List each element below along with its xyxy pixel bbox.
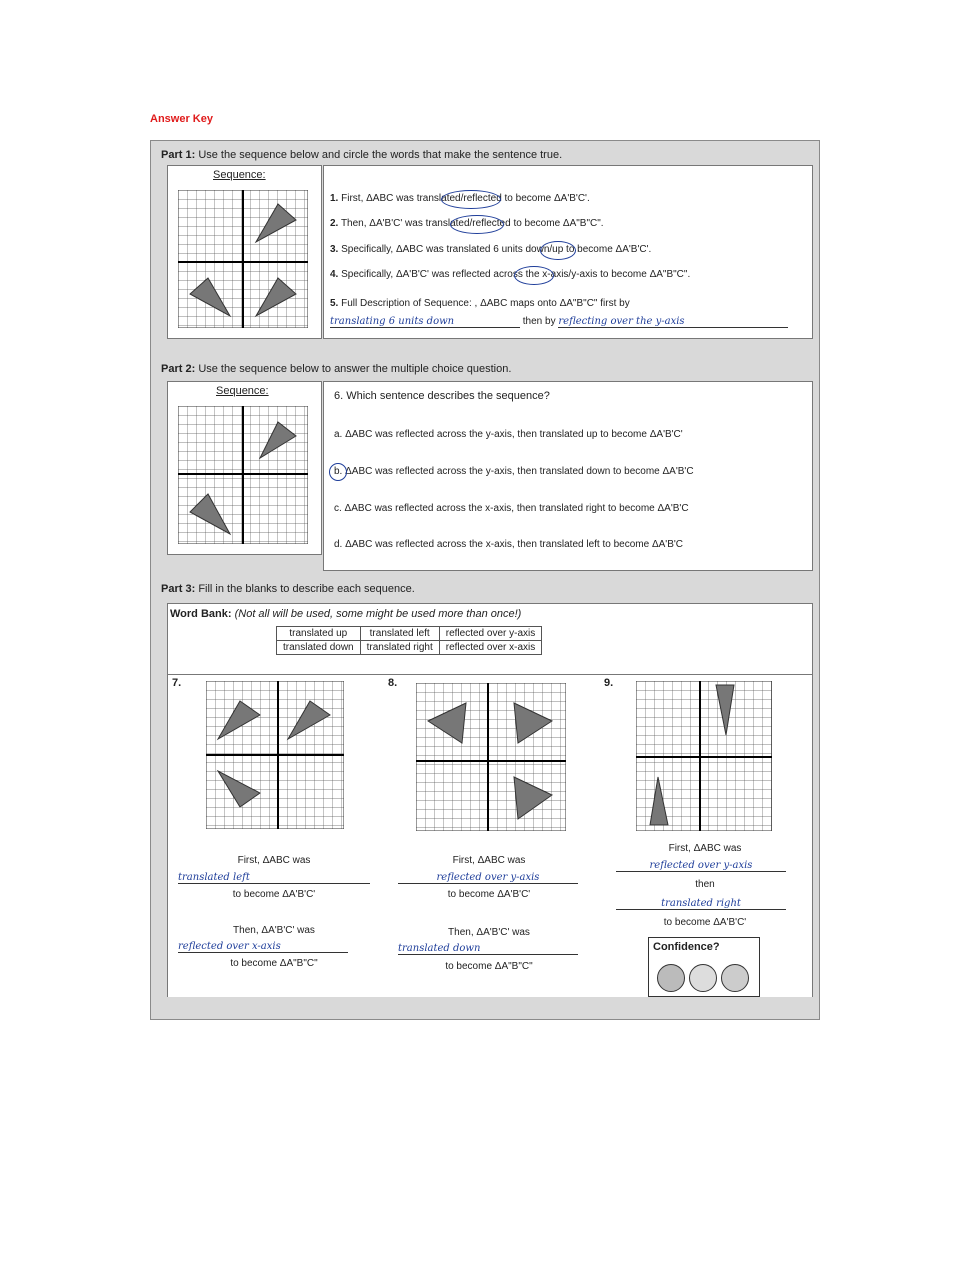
sad-face-icon[interactable] bbox=[657, 964, 685, 992]
part1-item-5: 5. Full Description of Sequence: , ΔABC maps onto ΔA"B"C" first by bbox=[330, 298, 630, 309]
confidence-box bbox=[648, 937, 760, 997]
part2-questions-panel bbox=[323, 381, 813, 571]
q8-then: Then, ΔA'B'C' was bbox=[448, 927, 530, 938]
part2-bar bbox=[161, 363, 511, 375]
question-8-panel bbox=[380, 674, 599, 997]
word-bank-cell: translated right bbox=[360, 641, 439, 655]
q9-first: First, ΔABC was bbox=[668, 843, 742, 854]
question-8-number: 8. bbox=[388, 677, 398, 689]
part1-bar bbox=[161, 149, 562, 161]
answer5a: translating 6 units down bbox=[330, 316, 520, 328]
question-7-number: 7. bbox=[172, 677, 182, 689]
question-9-number: 9. bbox=[604, 677, 614, 689]
part2-instruction: Use the sequence below to answer the multiple choice question. bbox=[198, 363, 512, 375]
word-bank-cell: reflected over y-axis bbox=[439, 627, 541, 641]
answer5b: reflecting over the y-axis bbox=[558, 316, 788, 328]
q9-become: to become ΔA'B'C' bbox=[663, 917, 747, 928]
answer-circle bbox=[514, 266, 554, 285]
option-d: d. ΔABC was reflected across the x-axis, then translated left to become ΔA'B'C bbox=[334, 539, 683, 550]
q9-answer2: translated right bbox=[616, 898, 786, 910]
q8-answer2: translated down bbox=[398, 943, 578, 955]
then-by: then by bbox=[522, 316, 556, 327]
part2-heading: Part 2: bbox=[161, 363, 196, 375]
part3-panel bbox=[167, 603, 813, 997]
option-a: a. ΔABC was reflected across the y-axis, then translated up to become ΔA'B'C' bbox=[334, 429, 683, 440]
q7-become1: to become ΔA'B'C' bbox=[232, 889, 316, 900]
part1-sequence-label: Sequence: bbox=[213, 169, 266, 181]
part1-instruction: Use the sequence below and circle the words that make the sentence true. bbox=[198, 149, 563, 161]
part1-graph bbox=[178, 190, 308, 328]
word-bank-cell: reflected over x-axis bbox=[439, 641, 541, 655]
word-bank-title: Word Bank: (Not all will be used, some might be used more than once!) bbox=[170, 608, 522, 620]
q7-answer1: translated left bbox=[178, 872, 370, 884]
part2-sequence-label: Sequence: bbox=[216, 385, 269, 397]
q8-become2: to become ΔA"B"C" bbox=[445, 961, 533, 972]
q9-answer1: reflected over y-axis bbox=[616, 860, 786, 872]
answer-circle bbox=[540, 241, 576, 260]
part2-graph bbox=[178, 406, 308, 544]
q7-then: Then, ΔA'B'C' was bbox=[233, 925, 315, 936]
question-9-graph bbox=[636, 681, 772, 831]
q7-answer2: reflected over x-axis bbox=[178, 941, 348, 953]
question-7-graph bbox=[206, 681, 344, 829]
part1-item-2: 2. Then, ΔA'B'C' was translated/reflected to become ΔA"B"C". bbox=[330, 218, 604, 229]
part1-item-1: 1. First, ΔABC was translated/reflected to become ΔA'B'C'. bbox=[330, 193, 590, 204]
part3-heading: Part 3: bbox=[161, 583, 196, 595]
q8-become1: to become ΔA'B'C' bbox=[447, 889, 531, 900]
word-bank-cell: translated down bbox=[277, 641, 361, 655]
q7-become2: to become ΔA"B"C" bbox=[230, 958, 318, 969]
confidence-label: Confidence? bbox=[653, 941, 720, 953]
part1-answer5 bbox=[330, 316, 788, 328]
word-bank-cell: translated up bbox=[277, 627, 361, 641]
part3-bar bbox=[161, 583, 415, 595]
word-bank-cell: translated left bbox=[360, 627, 439, 641]
part1-item-3: 3. Specifically, ΔABC was translated 6 units down/up to become ΔA'B'C'. bbox=[330, 244, 652, 255]
happy-face-icon[interactable] bbox=[721, 964, 749, 992]
answer-circle bbox=[441, 190, 501, 209]
neutral-face-icon[interactable] bbox=[689, 964, 717, 992]
part2-graph-panel bbox=[167, 381, 322, 555]
question-6: 6. Which sentence describes the sequence? bbox=[334, 390, 550, 402]
q7-first: First, ΔABC was bbox=[237, 855, 311, 866]
worksheet bbox=[150, 140, 820, 1020]
part1-heading: Part 1: bbox=[161, 149, 196, 161]
q9-then: then bbox=[695, 879, 715, 890]
question-7-panel bbox=[168, 674, 381, 997]
q8-first: First, ΔABC was bbox=[452, 855, 526, 866]
q8-answer1: reflected over y-axis bbox=[398, 872, 578, 884]
part1-questions-panel bbox=[323, 165, 813, 339]
option-b: b. ΔABC was reflected across the y-axis, then translated down to become ΔA'B'C bbox=[334, 466, 694, 477]
answer-circle bbox=[450, 215, 504, 234]
question-8-graph bbox=[416, 683, 566, 831]
answer-key-label: Answer Key bbox=[150, 113, 213, 125]
part1-item-4: 4. Specifically, ΔA'B'C' was reflected across the x-axis/y-axis to become ΔA"B"C". bbox=[330, 269, 691, 280]
question-9-panel bbox=[598, 674, 812, 997]
answer-circle bbox=[329, 463, 347, 481]
option-c: c. ΔABC was reflected across the x-axis, then translated right to become ΔA'B'C bbox=[334, 503, 689, 514]
part1-graph-panel bbox=[167, 165, 322, 339]
part3-instruction: Fill in the blanks to describe each sequence. bbox=[198, 583, 415, 595]
word-bank-table bbox=[276, 626, 542, 655]
